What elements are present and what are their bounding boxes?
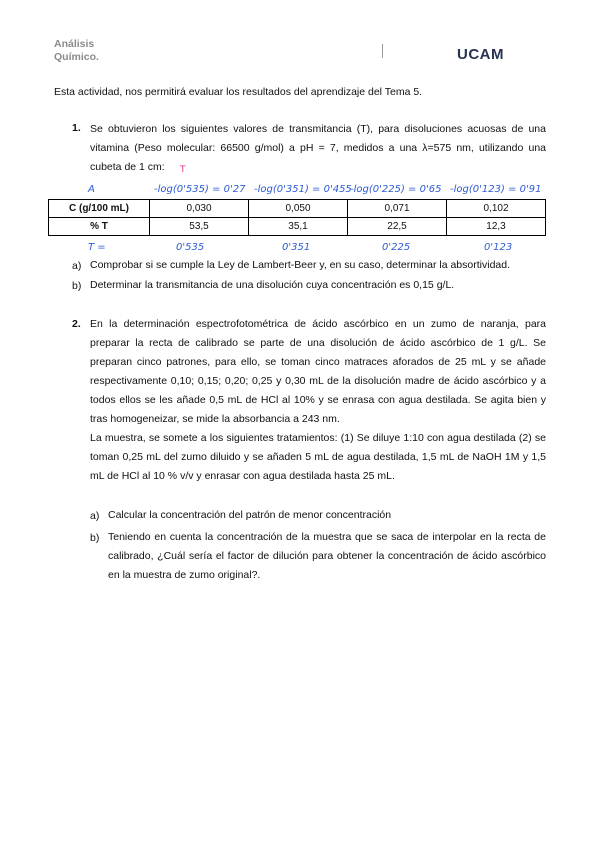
row-label-transmittance: % T xyxy=(49,218,150,236)
q1-number: 1. xyxy=(72,122,81,134)
q1-text: Se obtuvieron los siguientes valores de transmitancia (T), para disoluciones acuosas de una vitamina (Peso molecular: 66500 g/mol) a pH = 7, medidos a una λ=575 nm, utilizando una cubeta de 1 cm: xyxy=(90,123,546,173)
table-cell: 35,1 xyxy=(249,218,348,236)
hw-below-2: 0'351 xyxy=(282,242,311,253)
header-divider xyxy=(382,44,383,58)
hw-above-3: -log(0'225) = 0'65 xyxy=(350,184,442,195)
q1-item-a-label: a) xyxy=(72,260,82,272)
hw-below-1: 0'535 xyxy=(176,242,205,253)
table-cell: 0,102 xyxy=(447,200,546,218)
q2-item-b-label: b) xyxy=(90,532,100,544)
header-line-1: Análisis xyxy=(54,38,95,50)
q2-text-2: La muestra, se somete a los siguientes tratamientos: (1) Se diluye 1:10 con agua destilada (2) se toman 0,25 mL del zumo diluido y se añaden 5 mL de agua destilada, 1,5 mL de NaOH 1M y 1,5 mL de HCl al 10 % v/v y enrasar con agua destilada hasta 25 mL. xyxy=(90,432,546,482)
table-row xyxy=(49,218,546,236)
table-cell: 0,050 xyxy=(249,200,348,218)
table-cell: 22,5 xyxy=(348,218,447,236)
hw-below-3: 0'225 xyxy=(382,242,411,253)
intro-text: Esta actividad, nos permitirá evaluar los resultados del aprendizaje del Tema 5. xyxy=(54,86,423,98)
hw-below-4: 0'123 xyxy=(484,242,513,253)
table-cell: 0,071 xyxy=(348,200,447,218)
table-cell: 53,5 xyxy=(150,218,249,236)
header-line-2: Químico. xyxy=(54,51,99,63)
header-subject xyxy=(54,38,99,64)
q1-item-b-text: Determinar la transmitancia de una disolución cuya concentración es 0,15 g/L. xyxy=(90,279,455,291)
row-label-concentration: C (g/100 mL) xyxy=(49,200,150,218)
hw-T-mark: T xyxy=(180,165,186,175)
hw-above-2: -log(0'351) = 0'455 xyxy=(254,184,352,195)
q2-item-a-label: a) xyxy=(90,510,100,522)
q2-number: 2. xyxy=(72,318,81,330)
q1-item-a-text: Comprobar si se cumple la Ley de Lambert-Beer y, en su caso, determinar la absortividad. xyxy=(90,259,511,271)
table-cell: 0,030 xyxy=(150,200,249,218)
q2-text-1: En la determinación espectrofotométrica de ácido ascórbico en un zumo de naranja, para preparar la recta de calibrado se parte de una disolución de ácido ascórbico de 1 g/L. Se preparan cinco patrones, para ello, se toman cinco matraces aforados de 25 mL y se añade respectivamente 0,10; 0,15; 0,20; 0,25 y 0,30 mL de la disolución madre de ácido ascórbico y a todos ellos se les añade 0,5 mL de HCl al 10% y se enrasa con agua destilada. Se agita bien y tras homogeneizar, se mide la absorbancia a 243 nm. xyxy=(90,318,546,425)
transmittance-table xyxy=(48,199,546,236)
table-cell: 12,3 xyxy=(447,218,546,236)
table-row xyxy=(49,200,546,218)
q2-item-a-text: Calcular la concentración del patrón de menor concentración xyxy=(108,509,392,521)
hw-above-1: -log(0'535) = 0'27 xyxy=(154,184,246,195)
ucam-logo: UCAM xyxy=(457,46,504,63)
hw-below-label: T = xyxy=(88,242,106,253)
hw-above-4: -log(0'123) = 0'91 xyxy=(450,184,542,195)
hw-delta: A xyxy=(88,184,95,195)
q2-item-b-text: Teniendo en cuenta la concentración de la muestra que se saca de interpolar en la recta de calibrado, ¿Cuál sería el factor de dilución para obtener la concentración de ácido ascórbico en la muestra de zumo original?. xyxy=(108,531,546,581)
q1-item-b-label: b) xyxy=(72,280,82,292)
